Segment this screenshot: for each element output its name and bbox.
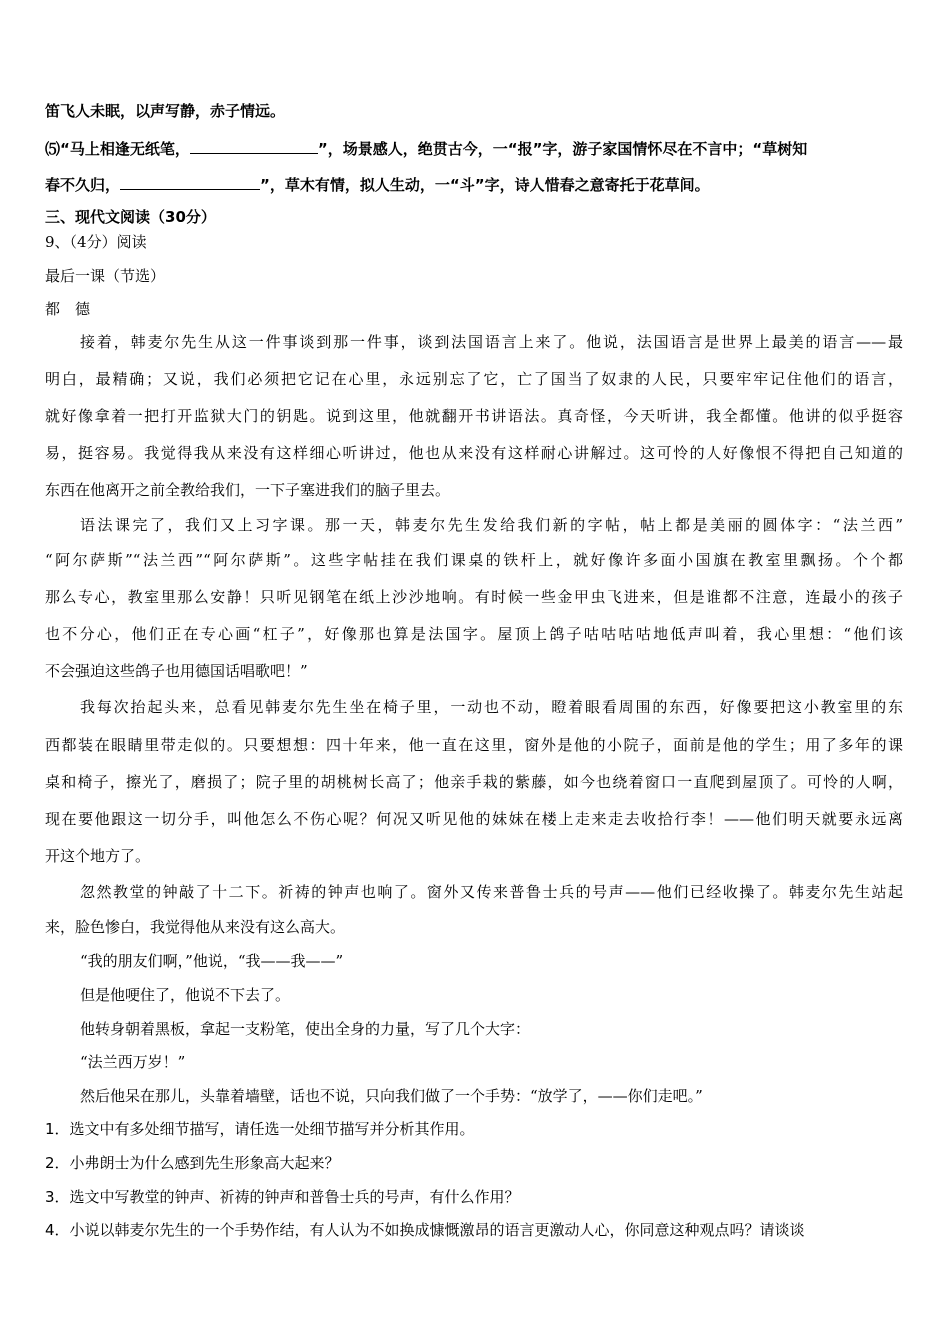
article-author: 都 德 [45, 300, 91, 318]
question-9-label: 9、（4分）阅读 [45, 233, 147, 251]
paragraph-1-line-4: 易，挺容易。我觉得我从来没有这样细心听讲过，他也从来没有这样耐心讲解过。这可怜的人好像恨不得把自己知道的 [45, 444, 903, 462]
paragraph-1-line-5: 东西在他离开之前全教给我们，一下子塞进我们的脑子里去。 [45, 481, 451, 499]
paragraph-2-line-2: “阿尔萨斯”“法兰西”“阿尔萨斯”。这些字帖挂在我们课桌的铁杆上，就好像许多面小国旗在教室里飘扬。个个都 [45, 551, 903, 569]
paragraph-3-line-2: 西都装在眼睛里带走似的。只要想想：四十年来，他一直在这里，窗外是他的小院子，面前是他的学生；用了多年的课 [45, 736, 903, 754]
article-title: 最后一课（节选） [45, 267, 166, 285]
paragraph-3-line-3: 桌和椅子，擦光了，磨损了；院子里的胡桃树长高了；他亲手栽的紫藤，如今也绕着窗口一直爬到屋顶了。可怜的人啊， [45, 773, 903, 791]
paragraph-2-line-5: 不会强迫这些鸽子也用德国话唱歌吧！” [45, 662, 308, 680]
paragraph-1-line-1: 接着，韩麦尔先生从这一件事谈到那一件事，谈到法国语言上来了。他说，法国语言是世界上最美的语言——最 [80, 333, 903, 351]
paragraph-7: 他转身朝着黑板，拿起一支粉笔，使出全身的力量，写了几个大字： [80, 1020, 531, 1038]
question-3: 3．选文中写教堂的钟声、祈祷的钟声和普鲁士兵的号声，有什么作用？ [45, 1188, 520, 1206]
question-1: 1．选文中有多处细节描写，请任选一处细节描写并分析其作用。 [45, 1120, 475, 1138]
q5-text-b: ”，场景感人，绝贯古今，一“报”字，游子家国情怀尽在不言中；“草树知 [317, 140, 808, 158]
paragraph-1-line-3: 就好像拿着一把打开监狱大门的钥匙。说到这里，他就翻开书讲语法。真奇怪，今天听讲，我全都懂。他讲的似乎挺容 [45, 407, 903, 425]
paragraph-5: “我的朋友们啊，”他说，“我——我——” [80, 952, 344, 970]
paragraph-2-line-1: 语法课完了，我们又上习字课。那一天，韩麦尔先生发给我们新的字帖，帖上都是美丽的圆体字：“法兰西” [80, 516, 903, 534]
paragraph-8: “法兰西万岁！” [80, 1053, 186, 1071]
poem-line-1: 笛飞人未眠，以声写静，赤子情远。 [45, 102, 286, 120]
paragraph-4-line-1: 忽然教堂的钟敲了十二下。祈祷的钟声也响了。窗外又传来普鲁士兵的号声——他们已经收操了。韩麦尔先生站起 [80, 883, 903, 901]
paragraph-3-line-5: 开这个地方了。 [45, 847, 151, 865]
question-4: 4．小说以韩麦尔先生的一个手势作结，有人认为不如换成慷慨激昂的语言更激动人心，你同意这种观点吗？请谈谈 [45, 1221, 805, 1239]
paragraph-3-line-4: 现在要他跟这一切分手，叫他怎么不伤心呢？何况又听见他的妹妹在楼上走来走去收拾行李！——他们明天就要永远离 [45, 810, 903, 828]
paragraph-6: 但是他哽住了，他说不下去了。 [80, 986, 291, 1004]
question-5-line-2 [45, 173, 710, 195]
section-heading: 三、现代文阅读（30分） [45, 208, 216, 226]
q5-text-c: 春不久归， [45, 176, 121, 194]
question-5-line-1 [45, 137, 807, 159]
paragraph-2-line-4: 也不分心，他们正在专心画“杠子”，好像那也算是法国字。屋顶上鸽子咕咕咕咕地低声叫着，我心里想：“他们该 [45, 625, 903, 643]
q5-text-a: ⑸“马上相逢无纸笔， [45, 140, 190, 158]
paragraph-2-line-3: 那么专心，教室里那么安静！只听见钢笔在纸上沙沙地响。有时候一些金甲虫飞进来，但是谁都不注意，连最小的孩子 [45, 588, 903, 606]
answer-blank-2[interactable] [120, 173, 260, 190]
paragraph-9: 然后他呆在那儿，头靠着墙壁，话也不说，只向我们做了一个手势：“放学了，——你们走吧。” [80, 1087, 703, 1105]
answer-blank-1[interactable] [190, 137, 318, 154]
q5-text-d: ”，草木有情，拟人生动，一“斗”字，诗人惜春之意寄托于花草间。 [260, 176, 710, 194]
paragraph-4-line-2: 来，脸色惨白，我觉得他从来没有这么高大。 [45, 918, 346, 936]
question-2: 2．小弗朗士为什么感到先生形象高大起来？ [45, 1154, 340, 1172]
paragraph-1-line-2: 明白，最精确；又说，我们必须把它记在心里，永远别忘了它，亡了国当了奴隶的人民，只要牢牢记住他们的语言， [45, 370, 903, 388]
paragraph-3-line-1: 我每次抬起头来，总看见韩麦尔先生坐在椅子里，一动也不动，瞪着眼看周围的东西，好像要把这小教室里的东 [80, 698, 903, 716]
